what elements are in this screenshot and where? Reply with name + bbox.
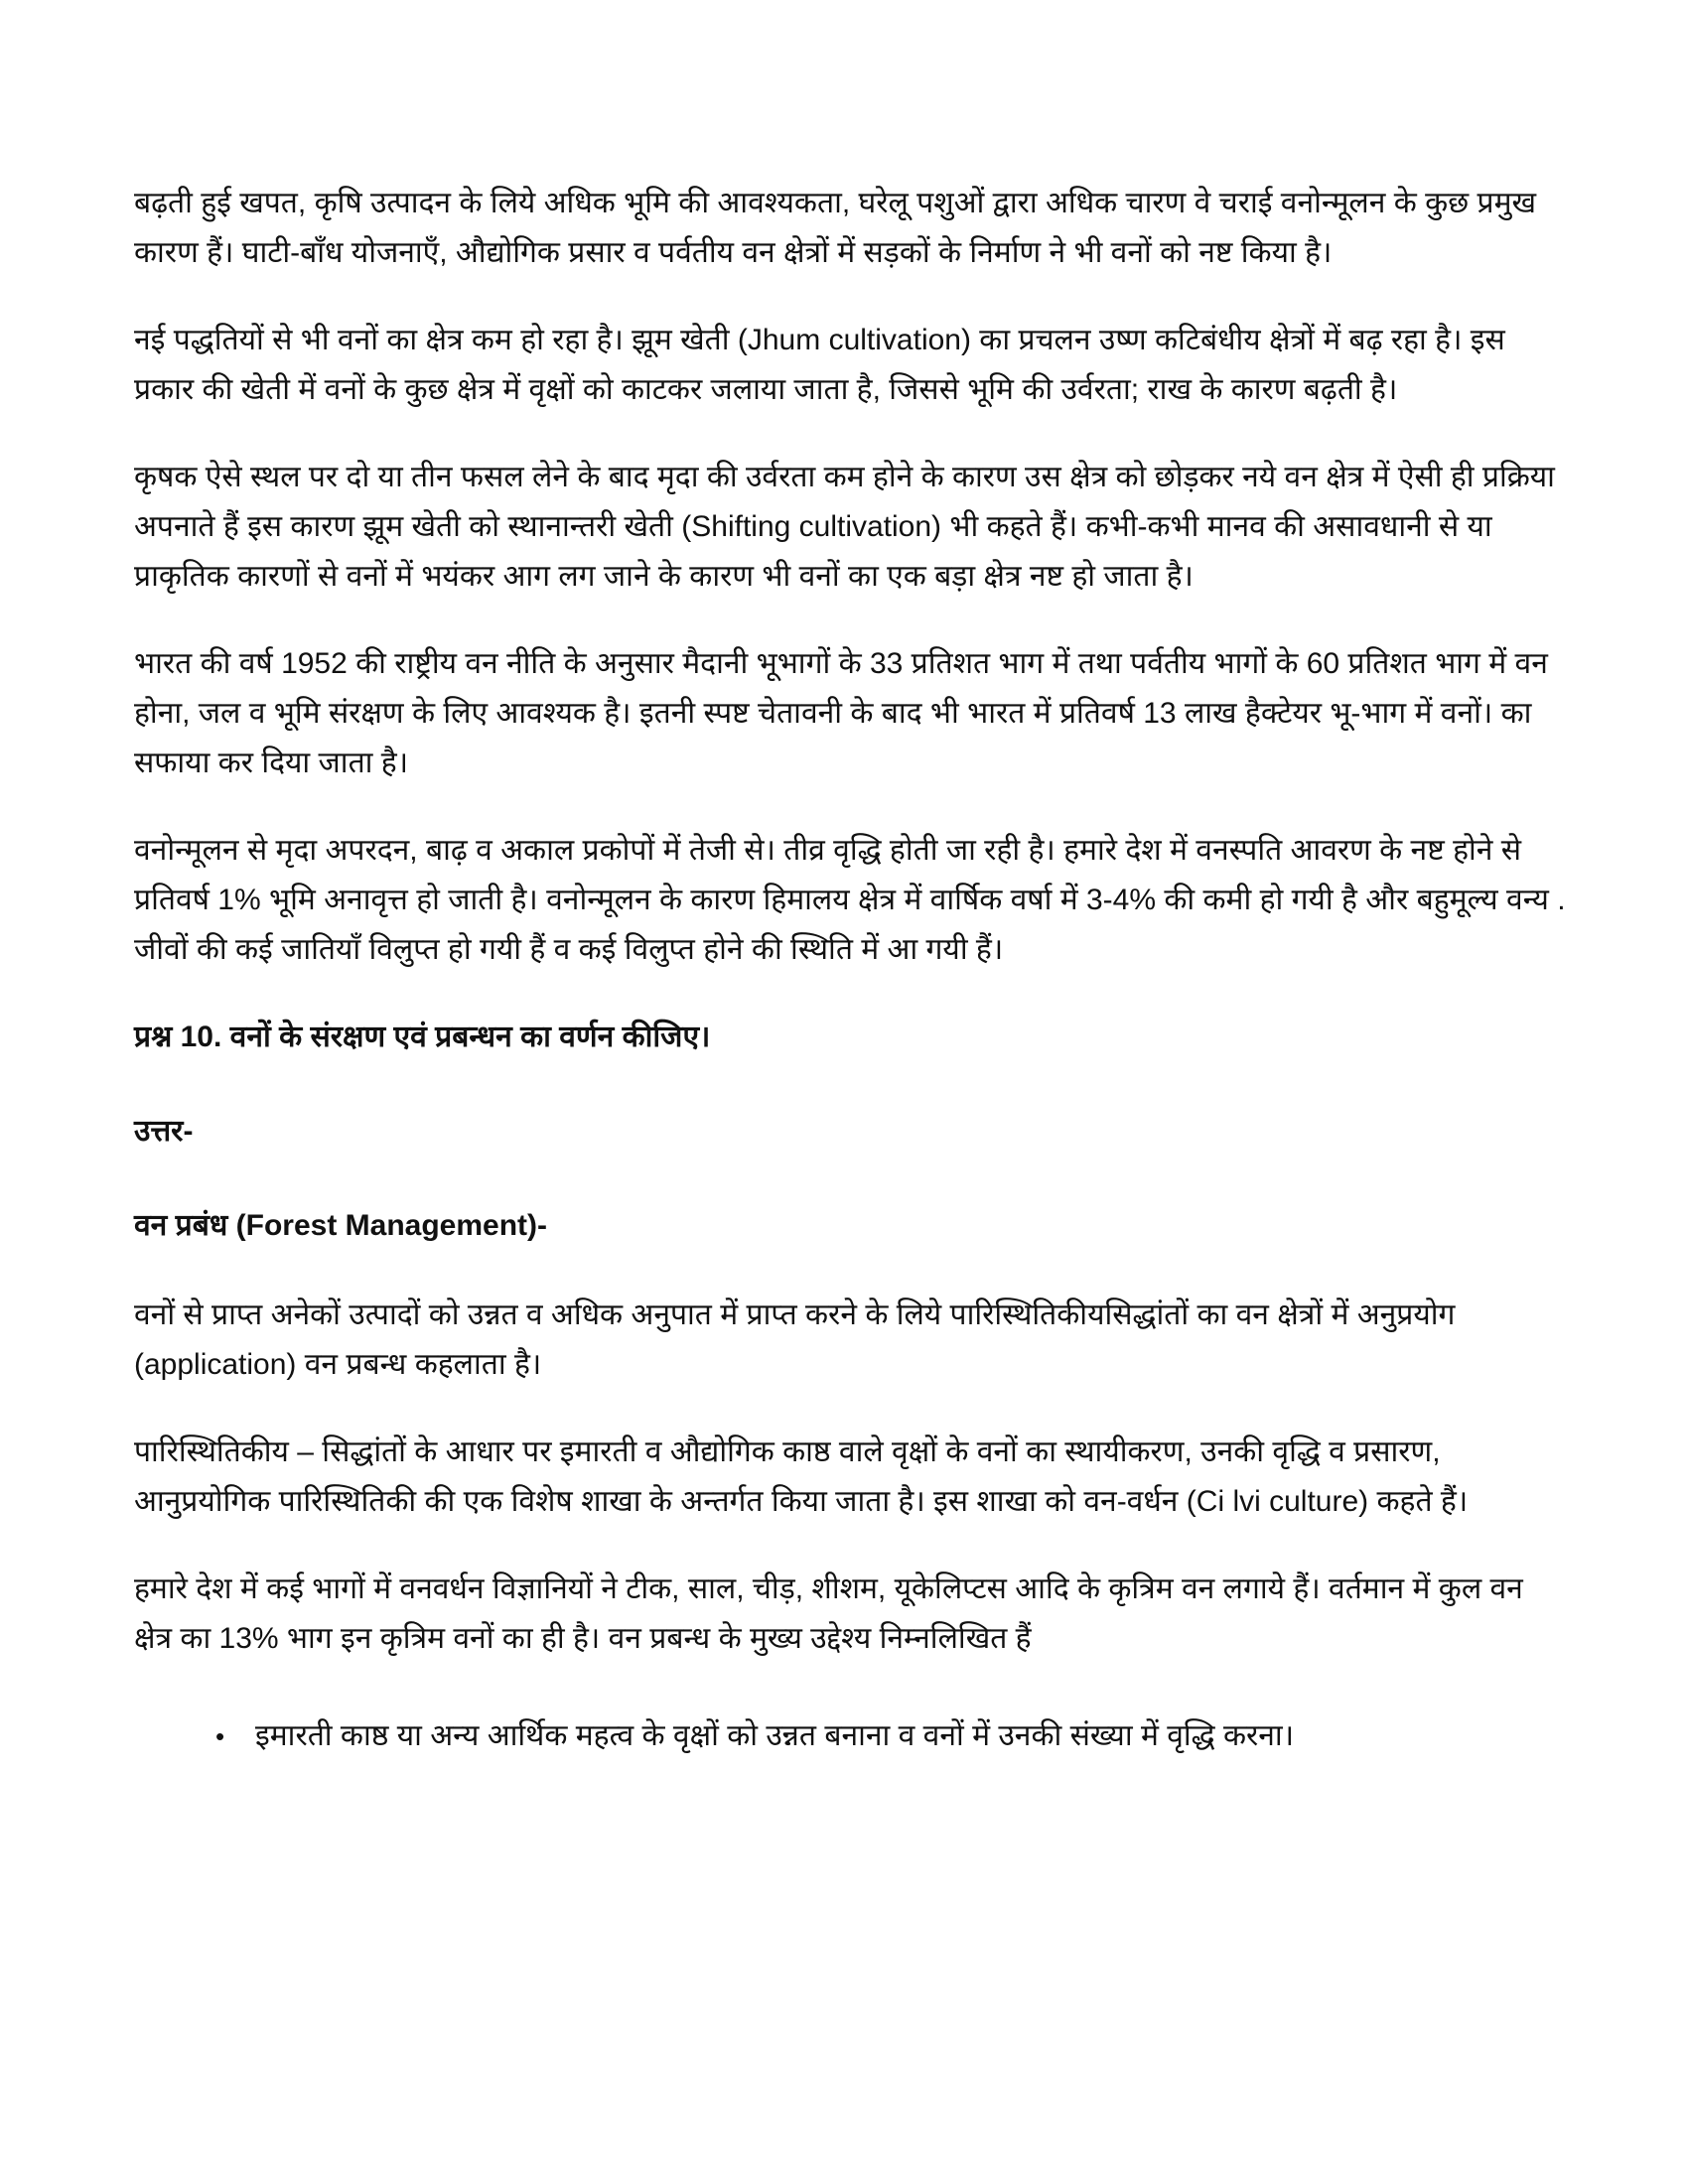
list-item [134, 1711, 1569, 1761]
paragraph-forest-policy-1952: भारत की वर्ष 1952 की राष्ट्रीय वन नीति के अनुसार मैदानी भूभागों के 33 प्रतिशत भाग में तथा पर्वतीय भागों के 60 प्रतिशत भाग में वन होना, जल व भूमि संरक्षण के लिए आवश्यक है। इतनी स्पष्ट चेतावनी के बाद भी भारत में प्रतिवर्ष 13 लाख हैक्टेयर भू-भाग में वनों। का सफाया कर दिया जाता है। [134, 647, 1548, 779]
bullet-item-text: इमारती काष्ठ या अन्य आर्थिक महत्व के वृक्षों को उन्नत बनाना व वनों में उनकी संख्या में वृद्धि करना। [255, 1719, 1295, 1752]
paragraph-jhum-cultivation: नई पद्धतियों से भी वनों का क्षेत्र कम हो रहा है। झूम खेती (Jhum cultivation) का प्रचलन उष्ण कटिबंधीय क्षेत्रों में बढ़ रहा है। इस प्रकार की खेती में वनों के कुछ क्षेत्र में वृक्षों को काटकर जलाया जाता है, जिससे भूमि की उर्वरता; राख के कारण बढ़ती है। [134, 324, 1505, 406]
answer-label: उत्तर- [134, 1115, 194, 1148]
objectives-bullet-list [134, 1711, 1569, 1761]
document-body [134, 179, 1569, 1791]
bullet-icon: • [215, 1721, 225, 1751]
question-heading: प्रश्न 10. वनों के संरक्षण एवं प्रबन्धन का वर्णन कीजिए। [134, 1021, 711, 1053]
paragraph-silviculture: पारिस्थितिकीय – सिद्धांतों के आधार पर इमारती व औद्योगिक काष्ठ वाले वृक्षों के वनों का स्थायीकरण, उनकी वृद्धि व प्रसारण, आनुप्रयोगिक पारिस्थितिकी की एक विशेष शाखा के अन्तर्गत किया जाता है। इस शाखा को वन-वर्धन (Ci lvi culture) कहते हैं। [134, 1435, 1469, 1518]
paragraph-deforestation-effects: वनोन्मूलन से मृदा अपरदन, बाढ़ व अकाल प्रकोपों में तेजी से। तीव्र वृद्धि होती जा रही है। हमारे देश में वनस्पति आवरण के नष्ट होने से प्रतिवर्ष 1% भूमि अनावृत्त हो जाती है। वनोन्मूलन के कारण हिमालय क्षेत्र में वार्षिक वर्षा में 3-4% की कमी हो गयी है और बहुमूल्य वन्य . जीवों की कई जातियाँ विलुप्त हो गयी हैं व कई विलुप्त होने की स्थिति में आ गयी हैं। [134, 834, 1566, 966]
paragraph-deforestation-causes: बढ़ती हुई खपत, कृषि उत्पादन के लिये अधिक भूमि की आवश्यकता, घरेलू पशुओं द्वारा अधिक चारण वे चराई वनोन्मूलन के कुछ प्रमुख कारण हैं। घाटी-बाँध योजनाएँ, औद्योगिक प्रसार व पर्वतीय वन क्षेत्रों में सड़कों के निर्माण ने भी वनों को नष्ट किया है। [134, 187, 1537, 269]
paragraph-forest-management-definition: वनों से प्राप्त अनेकों उत्पादों को उन्नत व अधिक अनुपात में प्राप्त करने के लिये पारिस्थितिकीयसिद्धांतों का वन क्षेत्रों में अनुप्रयोग (application) वन प्रबन्ध कहलाता है। [134, 1298, 1456, 1381]
paragraph-shifting-cultivation: कृषक ऐसे स्थल पर दो या तीन फसल लेने के बाद मृदा की उर्वरता कम होने के कारण उस क्षेत्र को छोड़कर नये वन क्षेत्र में ऐसी ही प्रक्रिया अपनाते हैं इस कारण झूम खेती को स्थानान्तरी खेती (Shifting cultivation) भी कहते हैं। कभी-कभी मानव की असावधानी से या प्राकृतिक कारणों से वनों में भयंकर आग लग जाने के कारण भी वनों का एक बड़ा क्षेत्र नष्ट हो जाता है। [134, 461, 1555, 593]
section-heading-forest-management: वन प्रबंध (Forest Management)- [134, 1209, 548, 1242]
paragraph-artificial-forests: हमारे देश में कई भागों में वनवर्धन विज्ञानियों ने टीक, साल, चीड़, शीशम, यूकेलिप्टस आदि के कृत्रिम वन लगाये हैं। वर्तमान में कुल वन क्षेत्र का 13% भाग इन कृत्रिम वनों का ही है। वन प्रबन्ध के मुख्य उद्देश्य निम्नलिखित हैं [134, 1572, 1523, 1655]
